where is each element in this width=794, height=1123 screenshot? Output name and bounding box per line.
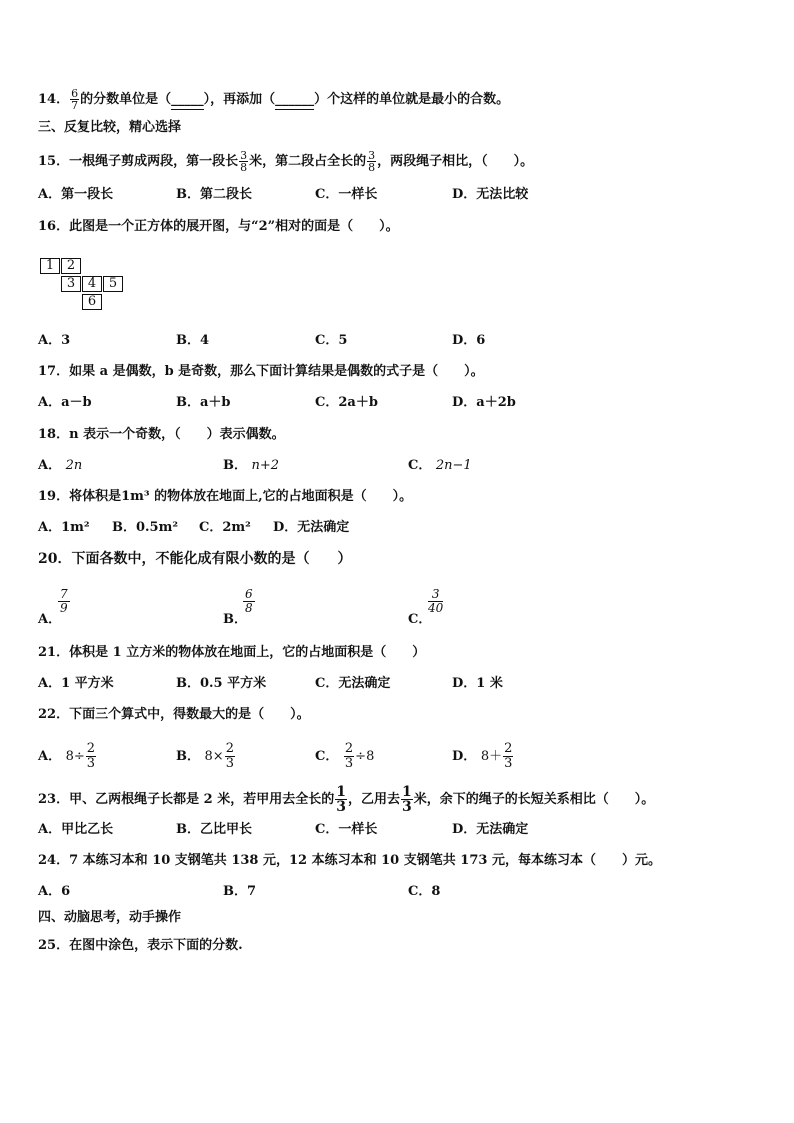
question-15: 15．一根绳子剪成两段，第一段长 $\frac{3}{8}$ 米，第二段占全长的 $\frac{3}{8}$ ，两段绳子相比，（ ）。: [38, 149, 534, 174]
q16-option-b[interactable]: B．4: [176, 333, 210, 348]
q19-option-c[interactable]: C．2m²: [199, 520, 251, 535]
q16-option-a[interactable]: A．3: [38, 333, 71, 348]
fraction: $\frac{1}{3}$: [401, 784, 412, 815]
q20-option-c-fraction[interactable]: 3 40: [428, 587, 444, 615]
question-17: 17．如果 a 是偶数，b 是奇数，那么下面计算结果是偶数的式子是（ ）。: [38, 364, 484, 379]
cube-face: 6: [82, 294, 102, 310]
q22-option-d[interactable]: D． 8＋ $\frac{2}{3}$: [452, 741, 513, 771]
q23-option-b[interactable]: B．乙比甲长: [176, 822, 252, 837]
q22-option-c[interactable]: C． $\frac{2}{3}$ ÷8: [315, 741, 375, 771]
q20-option-b-label[interactable]: B．: [223, 612, 247, 627]
fraction: $\frac{3}{8}$: [368, 149, 376, 174]
q23-option-d[interactable]: D．无法确定: [452, 822, 529, 837]
question-19: 19．将体积是1m³ 的物体放在地面上,它的占地面积是（ ）。: [38, 489, 413, 504]
fraction: $\frac{6}{7}$: [71, 87, 79, 112]
question-21: 21．体积是 1 立方米的物体放在地面上，它的占地面积是（ ）: [38, 645, 426, 660]
q15-option-a[interactable]: A．第一段长: [38, 187, 114, 202]
q17-option-b[interactable]: B．a＋b: [176, 395, 231, 410]
q16-option-d[interactable]: D．6: [452, 333, 486, 348]
q21-option-c[interactable]: C．无法确定: [315, 676, 391, 691]
q18-option-b[interactable]: B． n+2: [223, 458, 280, 473]
q20-option-a-fraction[interactable]: 7 9: [60, 587, 68, 615]
q15-option-b[interactable]: B．第二段长: [176, 187, 252, 202]
q17-option-c[interactable]: C．2a＋b: [315, 395, 378, 410]
section-3-heading: 三、反复比较，精心选择: [38, 120, 182, 135]
question-16: 16．此图是一个正方体的展开图，与“2”相对的面是（ ）。: [38, 219, 399, 234]
q24-option-c[interactable]: C．8: [408, 884, 441, 899]
question-20: 20．下面各数中，不能化成有限小数的是（ ）: [38, 551, 352, 567]
q20-option-a-label[interactable]: A．: [38, 612, 62, 627]
q21-option-b[interactable]: B．0.5 平方米: [176, 676, 267, 691]
q20-option-c-label[interactable]: C．: [408, 612, 432, 627]
q24-option-a[interactable]: A．6: [38, 884, 71, 899]
cube-face: 2: [61, 258, 81, 274]
question-24: 24．7 本练习本和 10 支钢笔共 138 元，12 本练习本和 10 支钢笔共 173 元，每本练习本（ ）元。: [38, 853, 661, 868]
q23-option-c[interactable]: C．一样长: [315, 822, 378, 837]
q24-option-b[interactable]: B．7: [223, 884, 257, 899]
question-18: 18．n 表示一个奇数，（ ）表示偶数。: [38, 427, 285, 442]
cube-face: 3: [61, 276, 81, 292]
question-23: 23．甲、乙两根绳子长都是 2 米，若甲用去全长的 $\frac{1}{3}$ ，乙用去 $\frac{1}{3}$ 米，余下的绳子的长短关系相比（ ）。: [38, 784, 655, 815]
answer-blank-2[interactable]: ______: [275, 91, 314, 110]
q18-option-a[interactable]: A． 2n: [38, 458, 83, 473]
question-22: 22．下面三个算式中，得数最大的是（ ）。: [38, 707, 310, 722]
q22-option-a[interactable]: A． 8÷ $\frac{2}{3}$: [38, 741, 96, 771]
section-4-heading: 四、动脑思考，动手操作: [38, 910, 182, 925]
q19-option-d[interactable]: D．无法确定: [273, 520, 350, 535]
question-14: 14． $\frac{6}{7}$ 的分数单位是（_____），再添加（______）个这样的单位就是最小的合数。: [38, 87, 510, 112]
q22-option-b[interactable]: B． 8× $\frac{2}{3}$: [176, 741, 234, 771]
q21-option-d[interactable]: D．1 米: [452, 676, 503, 691]
answer-blank-1[interactable]: _____: [171, 91, 204, 110]
q17-option-a[interactable]: A．a－b: [38, 395, 92, 410]
q16-option-c[interactable]: C．5: [315, 333, 348, 348]
q19-option-a[interactable]: A．1m²: [38, 520, 90, 535]
q18-option-c[interactable]: C． 2n−1: [408, 458, 472, 473]
q15-option-d[interactable]: D．无法比较: [452, 187, 529, 202]
q23-option-a[interactable]: A．甲比乙长: [38, 822, 114, 837]
q17-option-d[interactable]: D．a＋2b: [452, 395, 516, 410]
cube-face: 1: [40, 258, 60, 274]
question-25: 25．在图中涂色，表示下面的分数.: [38, 938, 243, 953]
fraction: $\frac{1}{3}$: [336, 784, 346, 815]
q19-option-b[interactable]: B．0.5m²: [112, 520, 179, 535]
fraction: $\frac{3}{8}$: [240, 149, 248, 174]
q21-option-a[interactable]: A．1 平方米: [38, 676, 114, 691]
cube-face: 4: [82, 276, 102, 292]
q15-option-c[interactable]: C．一样长: [315, 187, 378, 202]
q20-option-b-fraction[interactable]: 6 8: [245, 587, 253, 615]
cube-face: 5: [103, 276, 123, 292]
